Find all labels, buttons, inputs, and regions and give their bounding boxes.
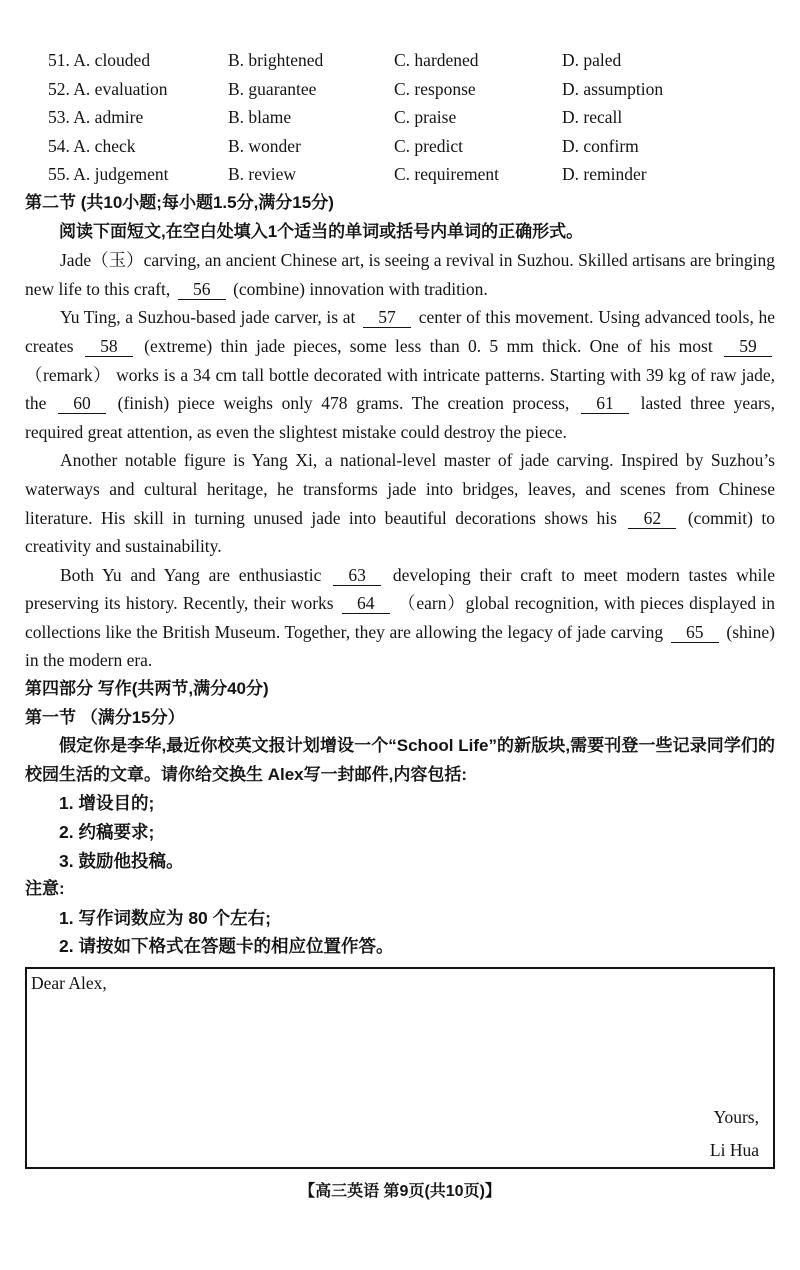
option-cell: 52. A. evaluation <box>48 78 168 99</box>
option-cell: B. blame <box>228 107 292 128</box>
option-cell: C. response <box>394 78 476 99</box>
letter-closing-block <box>710 1101 759 1167</box>
writing-notes <box>25 904 775 961</box>
passage-paragraph: Another notable figure is Yang Xi, a national-level master of jade carving. Inspired by Suzhou’s waterways and cultural heritage, he transforms jade into bridges, leaves, and scenes from Chinese literature. His skill in turning unused jade into beautiful decorations shows his 62 (commit) to creativity and sustainability. <box>25 450 775 557</box>
section4-subheading: 第一节 （满分15分） <box>25 707 185 727</box>
writing-note: 2. 请按如下格式在答题卡的相应位置作答。 <box>59 936 394 957</box>
page-footer: 【高三英语 第9页(共10页)】 <box>299 1183 501 1200</box>
writing-note: 1. 写作词数应为 80 个左右; <box>59 907 271 928</box>
option-cell: B. wonder <box>228 135 301 156</box>
fill-in-blank: 62 <box>628 508 676 529</box>
option-cell: C. praise <box>394 107 457 128</box>
cloze-options <box>25 46 775 189</box>
fill-in-blank: 61 <box>581 393 629 414</box>
option-cell: C. requirement <box>394 164 499 185</box>
option-cell: B. review <box>228 164 297 185</box>
letter-closing: Yours, <box>713 1107 759 1127</box>
fill-in-blank: 59 <box>724 336 772 357</box>
fill-in-blank: 56 <box>178 279 226 300</box>
writing-point: 2. 约稿要求; <box>59 822 155 843</box>
writing-points <box>25 789 775 875</box>
passage-paragraph: Jade（玉）carving, an ancient Chinese art, is seeing a revival in Suzhou. Skilled artisans are bringing new life to this craft, 56 (combine) innovation with tradition. <box>25 250 775 299</box>
option-cell: D. assumption <box>562 78 664 99</box>
option-cell: D. confirm <box>562 135 639 156</box>
option-cell: C. predict <box>394 135 464 156</box>
fill-in-blank: 65 <box>671 622 719 643</box>
writing-point: 3. 鼓励他投稿。 <box>59 850 184 871</box>
option-cell: D. recall <box>562 107 623 128</box>
section2-instruction: 阅读下面短文,在空白处填入1个适当的单词或括号内单词的正确形式。 <box>59 221 584 241</box>
option-cell: B. guarantee <box>228 78 317 99</box>
passage-paragraph: Both Yu and Yang are enthusiastic 63 developing their craft to meet modern tastes while preserving its history. Recently, their works 64 （earn）global recognition, with pieces displayed in collections like the British Museum. Together, they are allowing the legacy of jade carving 65 (shine) in the modern era. <box>25 564 776 671</box>
section2-heading: 第二节 (共10小题;每小题1.5分,满分15分) <box>25 192 334 212</box>
option-cell: D. reminder <box>562 164 647 185</box>
letter-salutation: Dear Alex, <box>31 973 107 993</box>
fill-in-blank: 60 <box>58 393 106 414</box>
writing-prompt: 假定你是李华,最近你校英文报计划增设一个“School Life”的新版块,需要刊登一些记录同学们的校园生活的文章。请你给交换生 Alex写一封邮件,内容包括: <box>25 736 775 784</box>
notice-label: 注意: <box>25 879 65 899</box>
option-row <box>48 160 775 189</box>
option-row <box>48 75 775 104</box>
option-cell: 55. A. judgement <box>48 164 169 185</box>
fill-in-blank: 63 <box>333 565 381 586</box>
answer-box <box>25 967 775 1169</box>
cloze-passage <box>25 246 775 675</box>
option-cell: C. hardened <box>394 50 479 70</box>
option-cell: 53. A. admire <box>48 107 144 128</box>
option-cell: D. paled <box>562 50 622 70</box>
option-cell: 51. A. clouded <box>48 50 151 70</box>
option-row <box>48 132 775 161</box>
writing-point: 1. 增设目的; <box>59 793 155 814</box>
letter-signature: Li Hua <box>709 1140 759 1160</box>
option-row <box>48 103 775 132</box>
fill-in-blank: 58 <box>85 336 133 357</box>
passage-paragraph: Yu Ting, a Suzhou-based jade carver, is at 57 center of this movement. Using advanced tools, he creates 58 (extreme) thin jade pieces, some less than 0. 5 mm thick. One of his most 59 （remark） works is a 34 cm tall bottle decorated with intricate patterns. Starting with 39 kg of raw jade, the 60 (finish) piece weighs only 478 grams. The creation process, 61 lasted three years, required great attention, as even the slightest mistake could destroy the piece. <box>25 307 775 442</box>
option-cell: 54. A. check <box>48 135 136 156</box>
option-cell: B. brightened <box>228 50 324 70</box>
fill-in-blank: 64 <box>342 593 390 614</box>
fill-in-blank: 57 <box>363 307 411 328</box>
option-row <box>48 46 775 75</box>
section4-heading: 第四部分 写作(共两节,满分40分) <box>25 679 269 699</box>
